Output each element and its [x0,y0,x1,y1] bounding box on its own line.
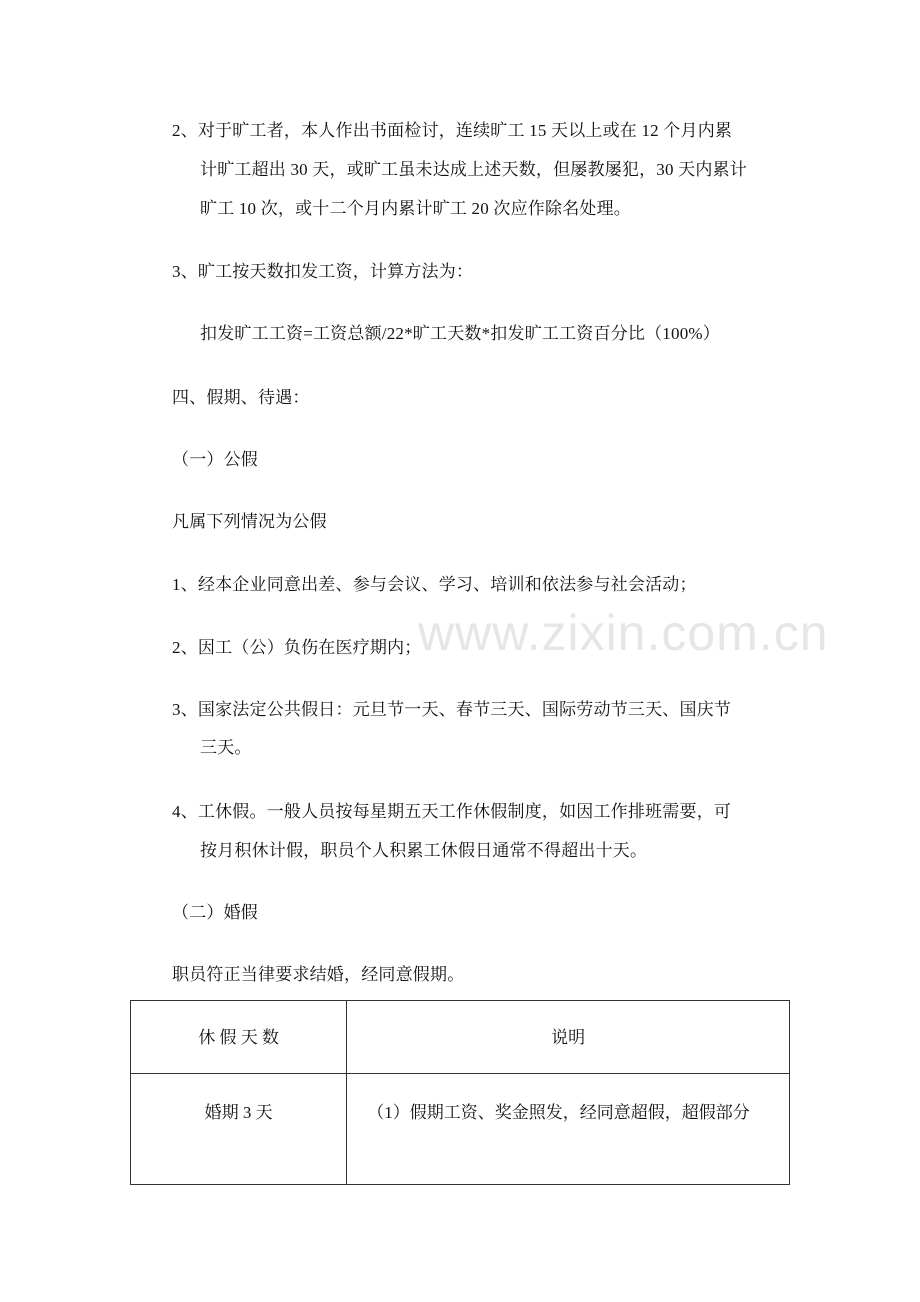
deduction-formula: 扣发旷工工资=工资总额/22*旷工天数*扣发旷工工资百分比（100%） [200,324,720,343]
watermark: www.zixin.com.cn [418,605,829,661]
marriage-leave-intro: 职员符正当律要求结婚，经同意假期。 [172,965,465,984]
section-heading-leave: 四、假期、待遇： [172,388,310,407]
table-row [131,1074,790,1185]
public-leave-intro: 凡属下列情况为公假 [172,512,327,531]
table-row1-days: 婚期 3 天 [204,1103,273,1122]
table-header-days-cell [131,1001,347,1074]
table-cell-days [131,1074,347,1185]
paragraph-absence-rule-line3: 旷工 10 次，或十二个月内累计旷工 20 次应作除名处理。 [200,199,631,218]
table-header-desc: 说明 [551,1028,586,1047]
public-leave-item-4-line2: 按月积休计假，职员个人积累工休假日通常不得超出十天。 [200,841,648,860]
paragraph-absence-rule-line1: 2、对于旷工者，本人作出书面检讨，连续旷工 15 天以上或在 12 个月内累 [172,121,733,140]
paragraph-absence-rule-line2: 计旷工超出 30 天，或旷工虽未达成上述天数，但屡教屡犯，30 天内累计 [200,160,747,179]
subheading-marriage-leave: （二）婚假 [172,903,258,922]
public-leave-item-2: 2、因工（公）负伤在医疗期内； [172,638,422,657]
table-row1-desc: （1）假期工资、奖金照发，经同意超假，超假部分 [367,1103,750,1122]
table-header-row [131,1001,790,1074]
marriage-leave-table [130,1000,790,1185]
public-leave-item-3-line2: 三天。 [200,738,252,757]
table-cell-desc [347,1074,790,1185]
paragraph-deduction-rule: 3、旷工按天数扣发工资，计算方法为： [172,262,474,281]
table-header-days: 休 假 天 数 [198,1028,279,1047]
public-leave-item-1: 1、经本企业同意出差、参与会议、学习、培训和依法参与社会活动； [172,575,697,594]
public-leave-item-4-line1: 4、工休假。一般人员按每星期五天工作休假制度，如因工作排班需要，可 [172,802,732,821]
public-leave-item-3-line1: 3、国家法定公共假日：元旦节一天、春节三天、国际劳动节三天、国庆节 [172,700,732,719]
subheading-public-leave: （一）公假 [172,450,258,469]
table-header-desc-cell [347,1001,790,1074]
